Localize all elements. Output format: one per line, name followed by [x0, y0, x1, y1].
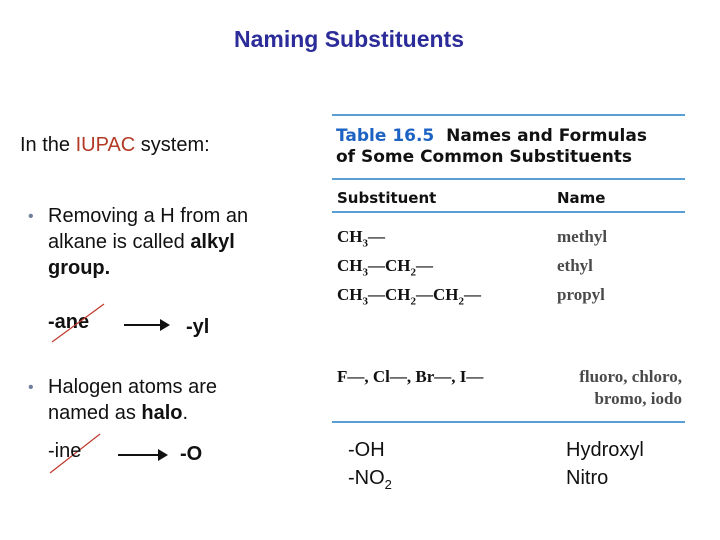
name-hydroxyl: Hydroxyl: [566, 439, 644, 461]
table-header-rule: [332, 211, 685, 213]
table-bottom-rule: [332, 421, 685, 423]
table-number: Table 16.5: [336, 126, 435, 146]
name-methyl: methyl: [557, 227, 608, 246]
name-nitro: Nitro: [566, 467, 609, 489]
intro-suffix: system:: [135, 134, 210, 156]
conversion-from-ane: -ane: [48, 311, 90, 333]
conversion-to-o: -O: [180, 443, 203, 465]
bullet-halo-line2: named as halo.: [48, 402, 189, 424]
table-header-substituent: Substituent: [337, 189, 437, 207]
table-rule: [332, 178, 685, 180]
intro-prefix: In the: [20, 134, 76, 156]
table-caption: [336, 126, 647, 146]
bullet-dot: •: [28, 208, 34, 225]
conversion-arrow: [118, 454, 166, 456]
bullet-alkyl-line2: alkane is called alkyl: [48, 231, 235, 253]
name-halo-line1: fluoro, chloro,: [579, 367, 682, 386]
bullet-alkyl-line1: Removing a H from an: [48, 205, 249, 227]
slide-title: Naming Substituents: [233, 26, 464, 52]
formula-propyl: $CH_3—CH_2—CH_2—$: [337, 285, 481, 308]
formula-ethyl: $CH_3—CH_2—$: [337, 256, 433, 279]
name-halo-line2: bromo, iodo: [594, 389, 682, 408]
table-title-line1: Names and Formulas: [446, 126, 647, 146]
alkyl-term: alkyl: [190, 231, 235, 253]
formula-hydroxyl: -OH: [348, 439, 385, 461]
conversion-from-ine: -ine: [48, 440, 82, 462]
intro-keyword: IUPAC: [75, 134, 136, 156]
bullet-alkyl-line3: group.: [48, 257, 111, 279]
halo-term: halo: [141, 402, 183, 424]
name-ethyl: ethyl: [557, 256, 593, 275]
table-title-line2: of Some Common Substituents: [336, 147, 633, 167]
formula-nitro: $-NO_2$: [348, 467, 392, 492]
table-header-name: Name: [557, 189, 606, 207]
strike-line-ane: [52, 304, 104, 342]
bullet-halo-line1: Halogen atoms are: [48, 376, 217, 398]
formula-halo: F—, Cl—, Br—, I—: [337, 367, 484, 386]
conversion-to-yl: -yl: [186, 316, 210, 338]
name-propyl: propyl: [557, 285, 605, 304]
bullet-dot: •: [28, 379, 34, 396]
bullet-halo: [48, 374, 217, 426]
formula-methyl: $CH_3—$: [337, 227, 385, 250]
table-top-rule: [332, 114, 685, 116]
